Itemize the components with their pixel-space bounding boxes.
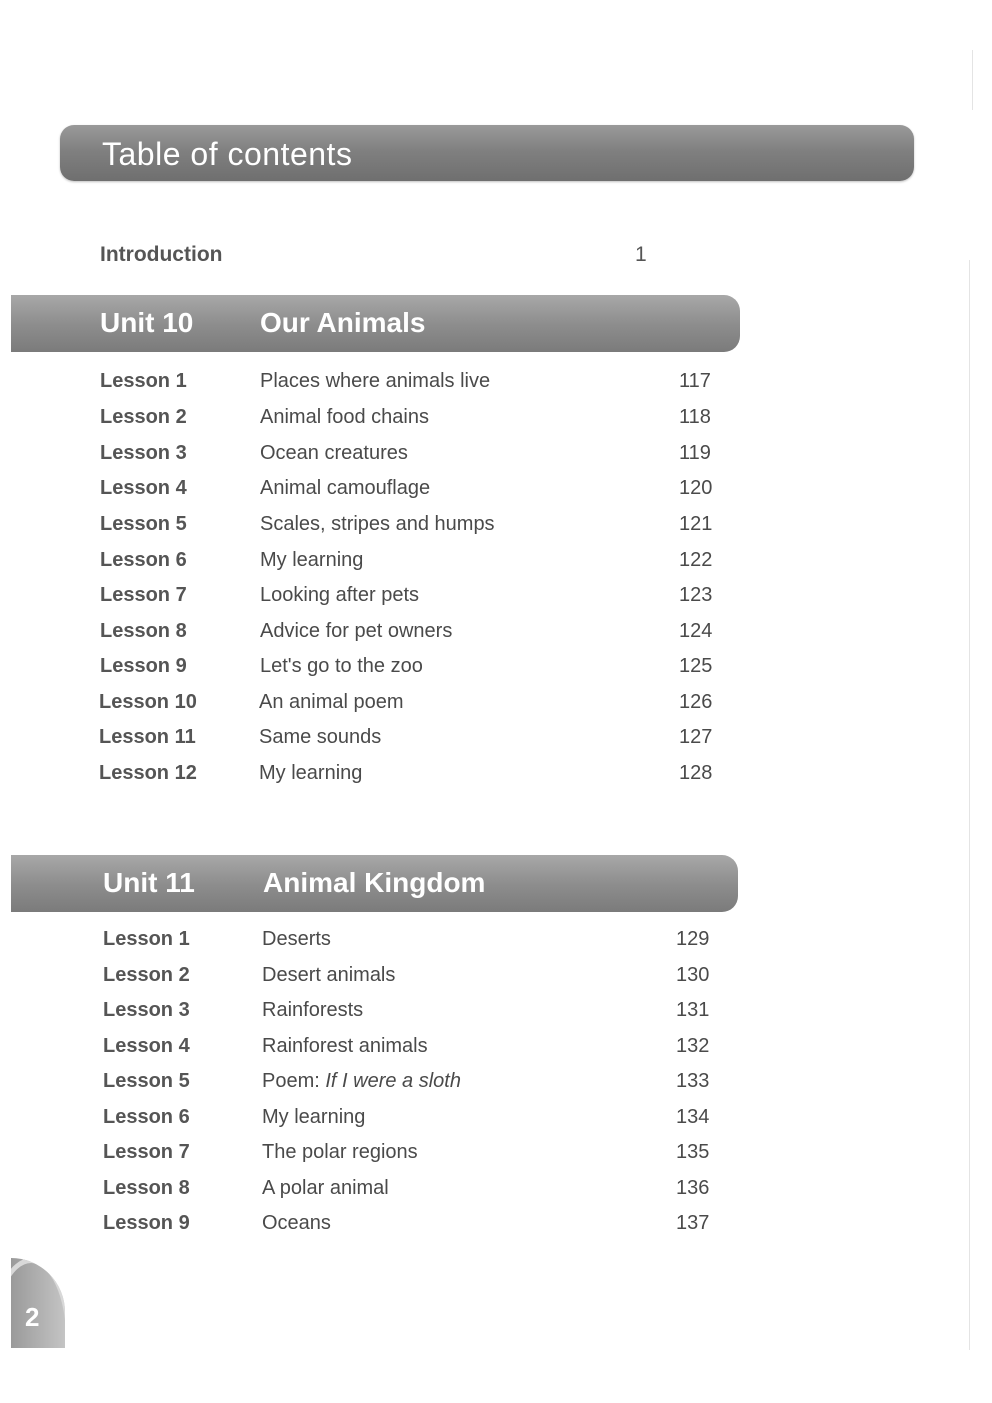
lesson-label: Lesson 4 xyxy=(103,1035,190,1057)
lesson-row xyxy=(0,477,992,507)
lesson-row xyxy=(0,691,992,721)
lesson-page: 121 xyxy=(679,513,713,535)
unit-11-banner xyxy=(11,855,738,912)
lesson-page: 133 xyxy=(676,1070,710,1092)
lesson-page: 119 xyxy=(679,442,711,464)
lesson-label: Lesson 8 xyxy=(103,1177,190,1199)
lesson-page: 118 xyxy=(679,406,711,428)
unit-number: Unit 10 xyxy=(100,307,194,338)
introduction-label: Introduction xyxy=(100,243,223,266)
toc-header-banner xyxy=(60,125,914,181)
lesson-topic: My learning xyxy=(262,1106,366,1128)
lesson-topic-italic: If I were a sloth xyxy=(325,1070,461,1092)
introduction-page: 1 xyxy=(635,243,647,266)
lesson-page: 130 xyxy=(676,964,710,986)
lesson-row xyxy=(0,655,992,685)
lesson-row xyxy=(0,584,992,614)
lesson-label: Lesson 6 xyxy=(103,1106,190,1128)
lesson-page: 127 xyxy=(679,726,713,748)
lesson-topic: Desert animals xyxy=(262,964,396,986)
lesson-page: 126 xyxy=(679,691,713,713)
lesson-label: Lesson 9 xyxy=(103,1212,190,1234)
lesson-label: Lesson 3 xyxy=(100,442,187,464)
lesson-topic: Let's go to the zoo xyxy=(260,655,423,677)
lesson-topic: Scales, stripes and humps xyxy=(260,513,495,535)
lesson-row xyxy=(0,1177,992,1207)
lesson-row xyxy=(0,1070,992,1100)
lesson-page: 125 xyxy=(679,655,713,677)
lesson-topic: Rainforest animals xyxy=(262,1035,428,1057)
lesson-label: Lesson 9 xyxy=(100,655,187,677)
lesson-label: Lesson 7 xyxy=(103,1141,190,1163)
lesson-label: Lesson 11 xyxy=(99,726,196,748)
lesson-label: Lesson 2 xyxy=(103,964,190,986)
lesson-page: 135 xyxy=(676,1141,710,1163)
lesson-topic: Advice for pet owners xyxy=(260,620,453,642)
lesson-row xyxy=(0,1141,992,1171)
lesson-topic: Rainforests xyxy=(262,999,364,1021)
lesson-row xyxy=(0,549,992,579)
page-edge-line-top xyxy=(972,50,973,110)
lesson-label: Lesson 5 xyxy=(103,1070,190,1092)
lesson-row xyxy=(0,726,992,756)
lesson-topic: Animal camouflage xyxy=(260,477,431,499)
lesson-label: Lesson 10 xyxy=(99,691,197,713)
lesson-topic: My learning xyxy=(259,762,363,784)
lesson-row xyxy=(0,370,992,400)
lesson-topic: Looking after pets xyxy=(260,584,419,606)
lesson-topic: Ocean creatures xyxy=(260,442,408,464)
lesson-row xyxy=(0,762,992,792)
lesson-page: 132 xyxy=(676,1035,710,1057)
lesson-row xyxy=(0,406,992,436)
lesson-page: 120 xyxy=(679,477,713,499)
lesson-label: Lesson 12 xyxy=(99,762,197,784)
lesson-row xyxy=(0,1212,992,1242)
lesson-page: 122 xyxy=(679,549,713,571)
lesson-row xyxy=(0,999,992,1029)
lesson-page: 123 xyxy=(679,584,713,606)
lesson-label: Lesson 2 xyxy=(100,406,187,428)
lesson-label: Lesson 5 xyxy=(100,513,187,535)
lesson-row xyxy=(0,513,992,543)
lesson-label: Lesson 6 xyxy=(100,549,187,571)
lesson-row xyxy=(0,442,992,472)
lesson-topic: Deserts xyxy=(262,928,331,950)
lesson-topic: An animal poem xyxy=(259,691,404,713)
lesson-page: 124 xyxy=(679,620,713,642)
lesson-row xyxy=(0,964,992,994)
lesson-topic: Places where animals live xyxy=(260,370,491,392)
lesson-row xyxy=(0,1106,992,1136)
unit-10-banner xyxy=(11,295,740,352)
lesson-row xyxy=(0,1035,992,1065)
lesson-page: 117 xyxy=(679,370,711,392)
lesson-label: Lesson 1 xyxy=(100,370,187,392)
page-number-tab xyxy=(11,1258,65,1348)
unit-title: Animal Kingdom xyxy=(263,867,486,898)
lesson-row xyxy=(0,928,992,958)
lesson-label: Lesson 4 xyxy=(100,477,187,499)
page-number: 2 xyxy=(25,1302,40,1332)
lesson-label: Lesson 1 xyxy=(103,928,190,950)
page-title: Table of contents xyxy=(102,136,353,172)
lesson-label: Lesson 7 xyxy=(100,584,187,606)
lesson-topic: Animal food chains xyxy=(260,406,429,428)
lesson-topic-prefix: Poem: xyxy=(262,1070,326,1092)
lesson-row xyxy=(0,620,992,650)
lesson-topic: A polar animal xyxy=(262,1177,389,1199)
lesson-label: Lesson 8 xyxy=(100,620,187,642)
unit-title: Our Animals xyxy=(260,307,426,338)
lesson-topic: Same sounds xyxy=(259,726,382,748)
lesson-topic: The polar regions xyxy=(262,1141,418,1163)
lesson-page: 131 xyxy=(676,999,710,1021)
lesson-label: Lesson 3 xyxy=(103,999,190,1021)
lesson-page: 136 xyxy=(676,1177,710,1199)
lesson-topic xyxy=(262,1070,662,1093)
lesson-page: 129 xyxy=(676,928,710,950)
lesson-page: 128 xyxy=(679,762,713,784)
lesson-page: 134 xyxy=(676,1106,710,1128)
lesson-page: 137 xyxy=(676,1212,710,1234)
lesson-topic: My learning xyxy=(260,549,364,571)
lesson-topic: Oceans xyxy=(262,1212,331,1234)
unit-number: Unit 11 xyxy=(103,867,195,898)
